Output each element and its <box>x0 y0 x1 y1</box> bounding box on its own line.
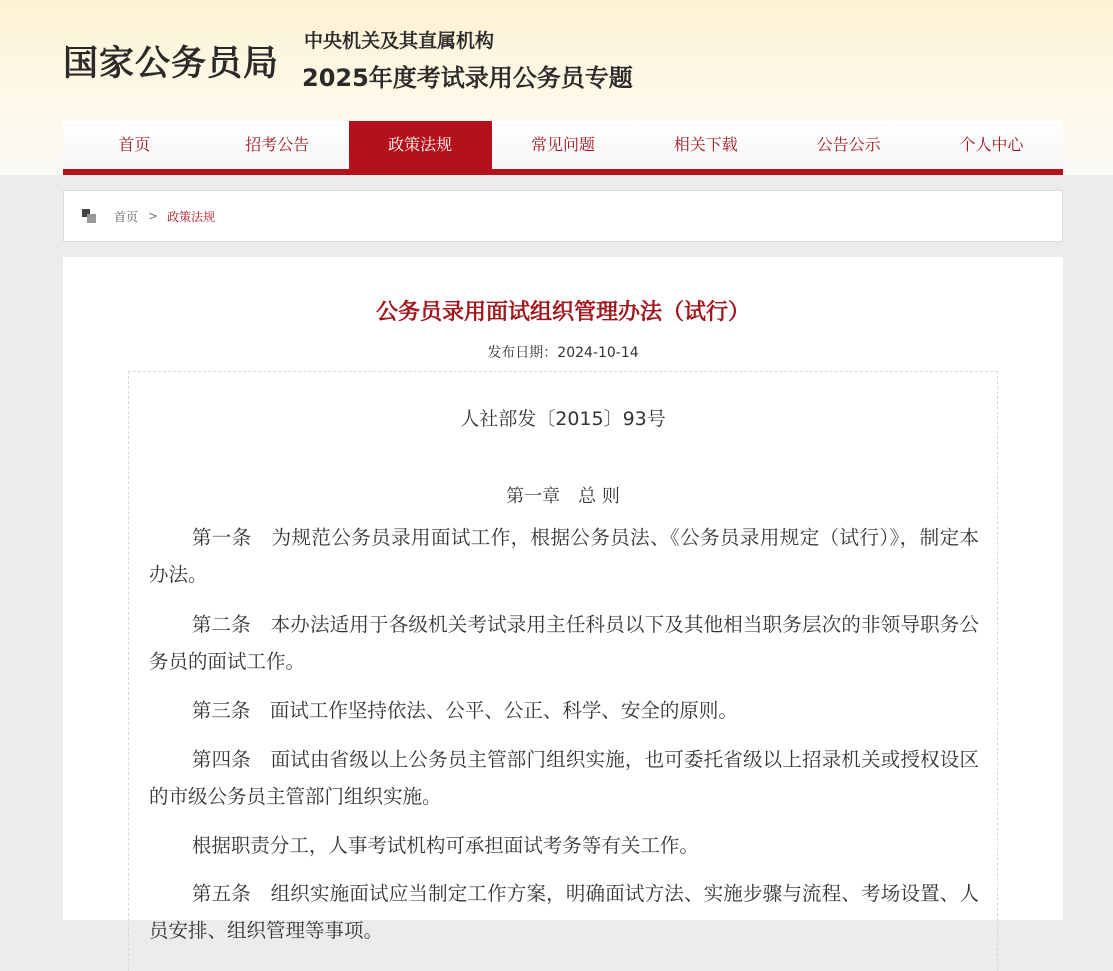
publish-date: 发布日期：2024-10-14 <box>487 345 639 361</box>
article-title: 公务员录用面试组织管理办法（试行） <box>375 300 750 325</box>
article-paragraph: 第一条 为规范公务员录用面试工作，根据公务员法、《公务员录用规定（试行）》，制定本办法。 <box>149 526 979 586</box>
nav-item-personal-center[interactable]: 个人中心 <box>959 135 1024 154</box>
nav-item-downloads[interactable]: 相关下载 <box>673 135 738 154</box>
chapter-heading: 第一章 总 则 <box>506 486 620 507</box>
nav-item-home[interactable]: 首页 <box>118 135 151 154</box>
nav-item-announcements[interactable]: 公告公示 <box>816 135 881 154</box>
header-subtitle-main: 2025年度考试录用公务员专题 <box>302 64 633 92</box>
article-paragraph: 第二条 本办法适用于各级机关考试录用主任科员以下及其他相当职务层次的非领导职务公务员的面试工作。 <box>149 613 979 673</box>
breadcrumb-current-link[interactable]: 政策法规 <box>167 209 216 224</box>
nav-item-recruitment-notices[interactable]: 招考公告 <box>245 135 310 154</box>
breadcrumb <box>63 190 1063 242</box>
article-paragraph: 第三条 面试工作坚持依法、公平、公正、科学、安全的原则。 <box>191 699 738 722</box>
document-number: 人社部发〔2015〕93号 <box>460 408 666 430</box>
location-icon <box>82 209 96 223</box>
article-body <box>128 371 998 971</box>
main-nav <box>63 121 1063 175</box>
article-container <box>63 257 1063 942</box>
nav-item-policies[interactable]: 政策法规 <box>349 121 492 169</box>
site-logo[interactable]: 国家公务员局 <box>63 44 280 84</box>
article-paragraph: 第五条 组织实施面试应当制定工作方案，明确面试方法、实施步骤与流程、考场设置、人员安排、组织管理等事项。 <box>149 882 979 942</box>
site-header <box>0 0 1113 175</box>
article-paragraph: 根据职责分工，人事考试机构可承担面试考务等有关工作。 <box>191 834 699 857</box>
article-paragraph: 第四条 面试由省级以上公务员主管部门组织实施，也可委托省级以上招录机关或授权设区的市级公务员主管部门组织实施。 <box>149 748 979 808</box>
header-subtitle-top: 中央机关及其直属机构 <box>304 30 495 52</box>
breadcrumb-home-link[interactable]: 首页 <box>114 209 139 224</box>
breadcrumb-separator: > <box>148 209 159 223</box>
nav-item-faq[interactable]: 常见问题 <box>530 135 595 154</box>
